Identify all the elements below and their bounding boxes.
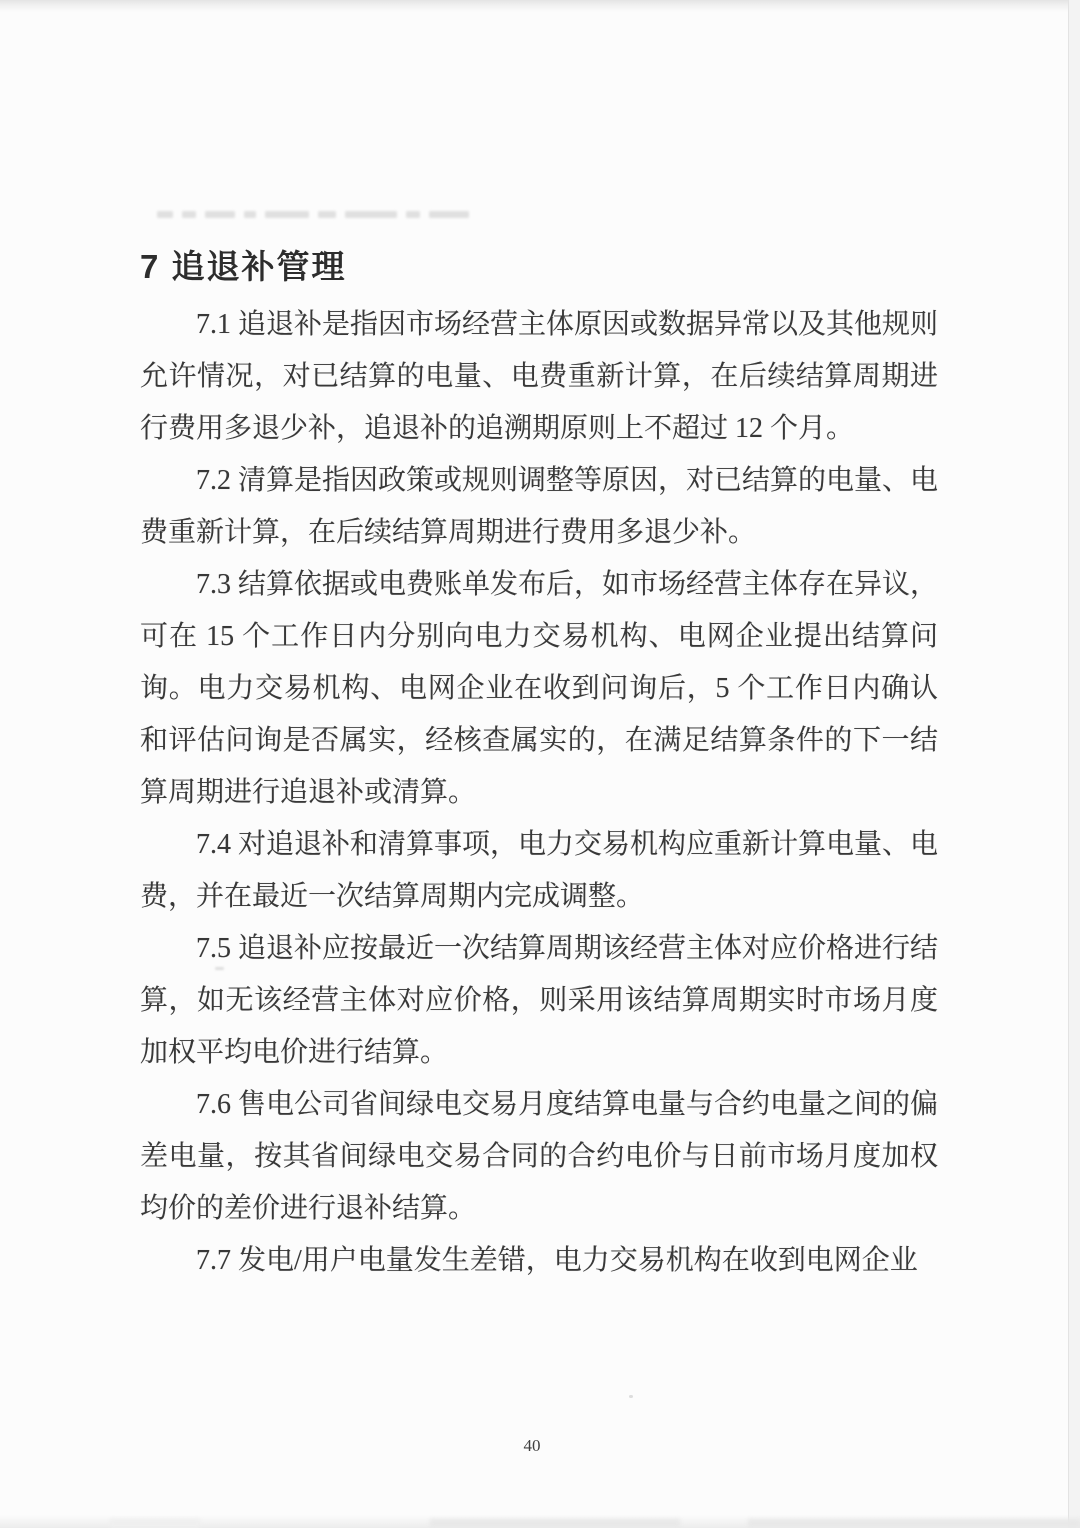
paragraph-7-7: 7.7 发电/用户电量发生差错，电力交易机构在收到电网企业 bbox=[196, 1245, 918, 1276]
paragraph-7-2: 7.2 清算是指因政策或规则调整等原因，对已结算的电量、电费重新计算，在后续结算周期进行费用多退少补。 bbox=[140, 465, 939, 548]
scan-artifact-right-edge bbox=[1068, 0, 1080, 1528]
scan-artifact-patch bbox=[748, 1519, 1080, 1528]
scan-artifact-top-edge bbox=[0, 0, 1080, 12]
scan-artifact-patch bbox=[430, 1519, 680, 1528]
paragraph-7-1: 7.1 追退补是指因市场经营主体原因或数据异常以及其他规则允许情况，对已结算的电量、电费重新计算，在后续结算周期进行费用多退少补，追退补的追溯期原则上不超过 12 个月。 bbox=[140, 309, 939, 444]
scan-speck bbox=[629, 1395, 633, 1398]
paragraph-7-4: 7.4 对追退补和清算事项，电力交易机构应重新计算电量、电费，并在最近一次结算周期内完成调整。 bbox=[140, 829, 939, 912]
paragraph-7-6: 7.6 售电公司省间绿电交易月度结算电量与合约电量之间的偏差电量，按其省间绿电交易合同的合约电价与日前市场月度加权均价的差价进行退补结算。 bbox=[140, 1089, 939, 1224]
scan-artifact-patch bbox=[110, 1519, 200, 1528]
bleed-through-text-artifact bbox=[157, 209, 469, 220]
paragraph-7-5: 7.5 追退补应按最近一次结算周期该经营主体对应价格进行结算，如无该经营主体对应价格，则采用该结算周期实时市场月度加权平均电价进行结算。 bbox=[140, 933, 939, 1068]
section-heading: 7 追退补管理 bbox=[140, 248, 347, 286]
section-body bbox=[140, 299, 938, 1287]
page-number: 40 bbox=[523, 1436, 541, 1455]
paragraph-7-3: 7.3 结算依据或电费账单发布后，如市场经营主体存在异议，可在 15 个工作日内分别向电力交易机构、电网企业提出结算问询。电力交易机构、电网企业在收到问询后，5 个工作日内确认和评估问询是否属实，经核查属实的，在满足结算条件的下一结算周期进行追退补或清算。 bbox=[140, 569, 939, 808]
